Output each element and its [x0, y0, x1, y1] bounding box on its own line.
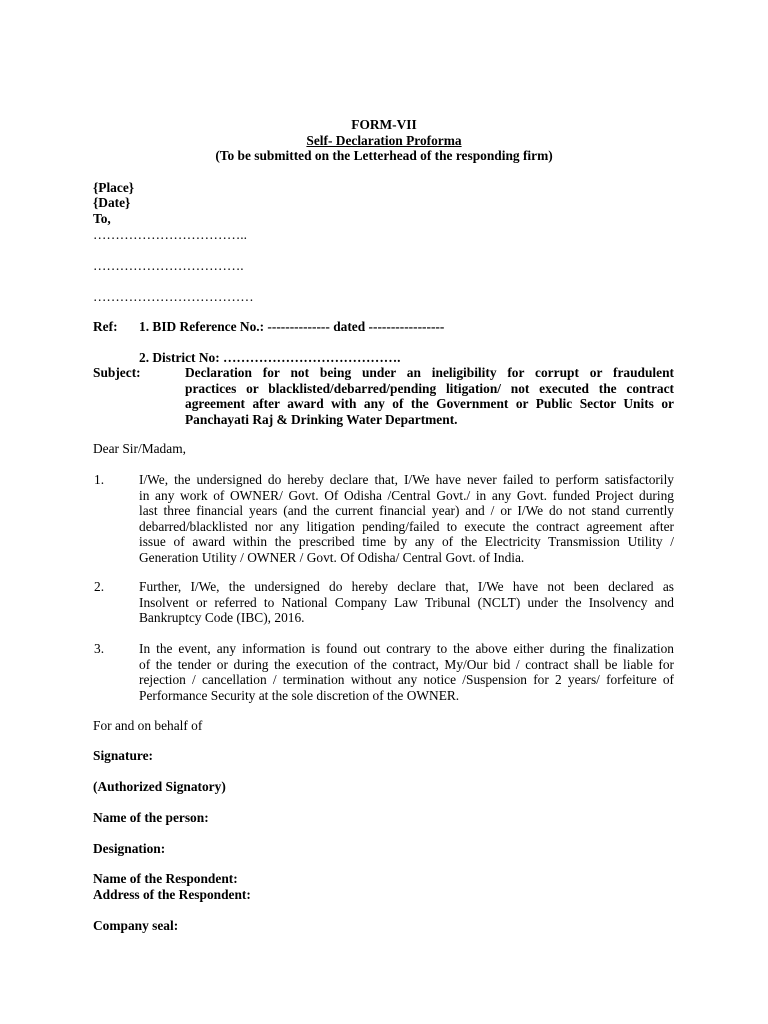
- designation-label: Designation:: [93, 841, 166, 856]
- paragraph-number: 2.: [94, 579, 105, 594]
- paragraph-line: last three financial years (and the current financial year) and / or I/We do not stand currently: [139, 503, 674, 519]
- salutation: Dear Sir/Madam,: [93, 441, 186, 456]
- respondent-address-label: Address of the Respondent:: [93, 887, 251, 902]
- address-line-2: …………………………….: [93, 258, 244, 273]
- subject-line: Declaration for not being under an ineligibility for corrupt or fraudulent: [185, 365, 674, 380]
- address-line-3: ………………………………: [93, 289, 254, 304]
- subject-line: practices or blacklisted/debarred/pending litigation/ not executed the contract: [185, 380, 674, 396]
- paragraph-line: rejection / cancellation / termination without any notice /Suspension for 2 years/ forfeiture of: [139, 672, 674, 688]
- place-placeholder: {Place}: [93, 180, 135, 195]
- paragraph-line: I/We, the undersigned do hereby declare that, I/We have never failed to perform satisfactorily: [139, 472, 674, 487]
- paragraph-line: Further, I/We, the undersigned do hereby declare that, I/We have not been declared as: [139, 579, 674, 594]
- ref-label: Ref:: [93, 319, 118, 334]
- paragraph-number: 1.: [94, 472, 105, 487]
- paragraph-line: Insolvent or referred to National Company Law Tribunal (NCLT) under the Insolvency and: [139, 594, 674, 610]
- person-name-label: Name of the person:: [93, 810, 209, 825]
- paragraph-line: Generation Utility / OWNER / Govt. Of Odisha/ Central Govt. of India.: [139, 549, 525, 565]
- form-note: (To be submitted on the Letterhead of the responding firm): [215, 148, 553, 163]
- paragraph-3: [139, 641, 674, 703]
- date-placeholder: {Date}: [93, 195, 131, 210]
- paragraph-2: [139, 579, 674, 626]
- on-behalf-text: For and on behalf of: [93, 718, 203, 733]
- subject-line: agreement after award with any of the Government or Public Sector Units or: [185, 396, 674, 412]
- subject-line: Panchayati Raj & Drinking Water Department.: [185, 411, 458, 427]
- subject-text: [185, 365, 674, 427]
- paragraph-line: In the event, any information is found out contrary to the above either during the finalization: [139, 641, 674, 656]
- respondent-name-label: Name of the Respondent:: [93, 871, 238, 886]
- paragraph-line: Performance Security at the sole discretion of the OWNER.: [139, 687, 460, 703]
- form-subtitle: Self- Declaration Proforma: [306, 133, 462, 148]
- district-number: 2. District No: ………………………………….: [139, 350, 401, 365]
- paragraph-line: in any work of OWNER/ Govt. Of Odisha /Central Govt./ in any Govt. funded Project during: [139, 487, 674, 503]
- paragraph-line: of the tender or during the execution of the contract, My/Our bid / contract shall be liable for: [139, 656, 674, 672]
- paragraph-line: issue of award within the prescribed time by any of the Electricity Transmission Utility /: [139, 534, 674, 550]
- company-seal-label: Company seal:: [93, 918, 179, 933]
- paragraph-line: Bankruptcy Code (IBC), 2016.: [139, 610, 305, 626]
- form-title: FORM-VII: [351, 117, 417, 132]
- authorized-signatory-label: (Authorized Signatory): [93, 779, 226, 794]
- paragraph-number: 3.: [94, 641, 105, 656]
- paragraph-line: debarred/blacklisted nor any litigation pending/failed to execute the contract agreement after: [139, 518, 674, 534]
- bid-reference: 1. BID Reference No.: -------------- dated -----------------: [139, 319, 445, 334]
- subject-label: Subject:: [93, 365, 141, 380]
- paragraph-1: [139, 472, 674, 566]
- to-label: To,: [93, 211, 111, 226]
- address-line-1: ……………………………..: [93, 227, 247, 242]
- signature-label: Signature:: [93, 748, 154, 763]
